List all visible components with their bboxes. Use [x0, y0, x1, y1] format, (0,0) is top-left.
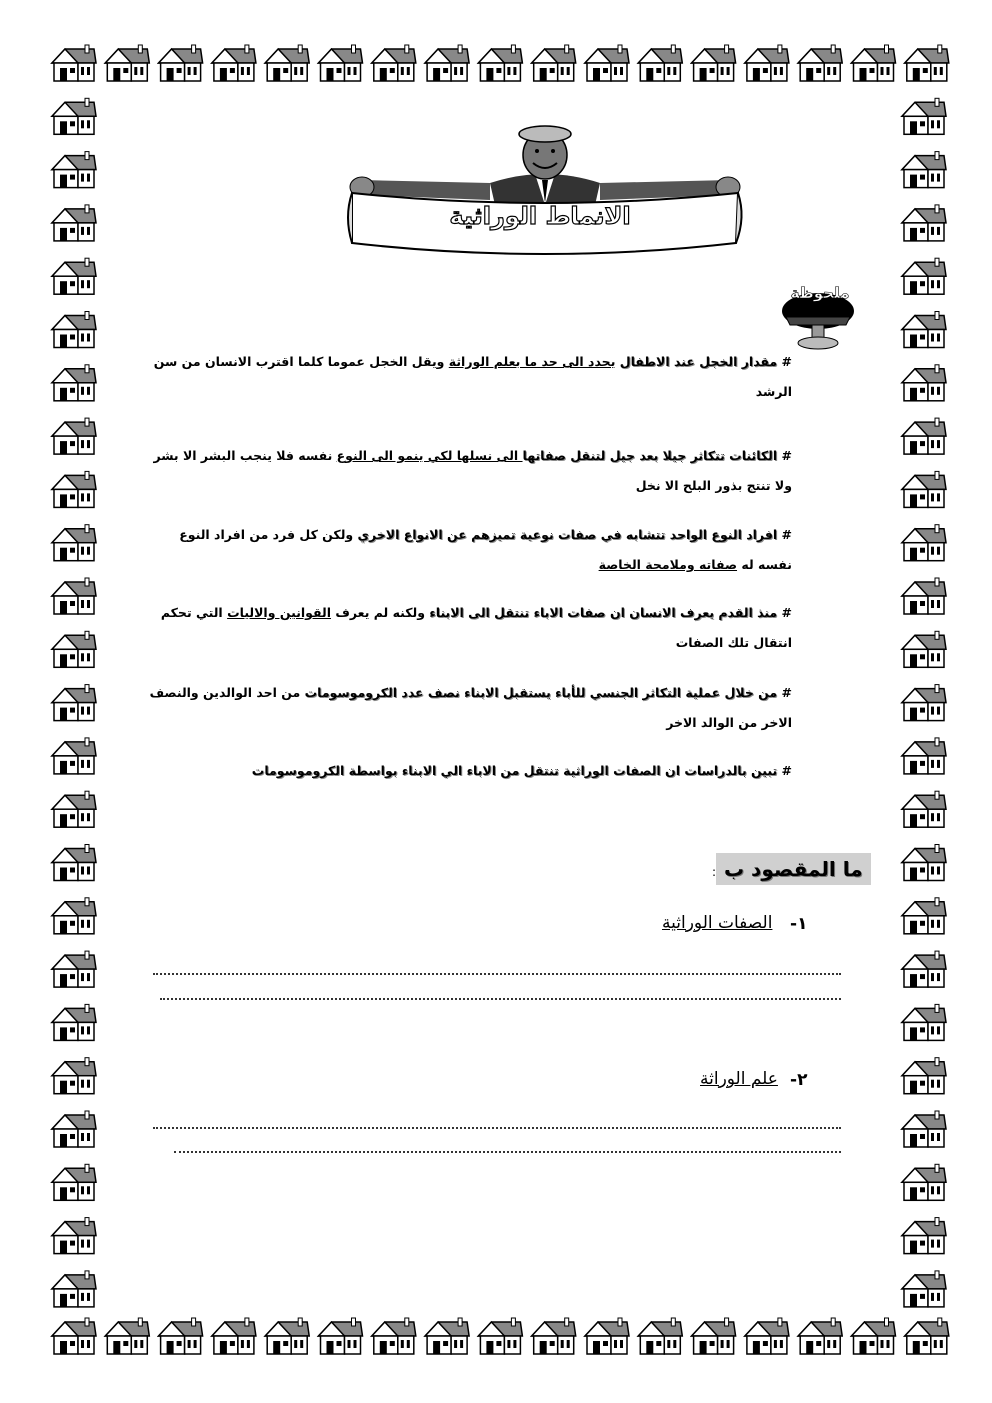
paragraph-3-fragment-4: التي تحكم انتقال تلك الصفات — [160, 605, 792, 650]
house-icon — [52, 1058, 96, 1094]
house-icon — [478, 45, 522, 81]
house-icon — [902, 738, 946, 774]
house-icon — [478, 1318, 522, 1354]
paragraph-5-fragment-0: # — [777, 763, 792, 778]
house-icon — [52, 1318, 96, 1354]
house-icon — [852, 1318, 896, 1354]
house-icon — [52, 791, 96, 827]
house-icon — [52, 365, 96, 401]
house-icon — [902, 1164, 946, 1200]
house-icon — [265, 1318, 309, 1354]
paragraph-organisms-reproduce — [142, 441, 792, 501]
house-icon — [52, 1218, 96, 1254]
house-icon — [902, 258, 946, 294]
house-icon — [212, 1318, 256, 1354]
house-icon — [319, 45, 363, 81]
house-icon — [902, 365, 946, 401]
house-icon — [902, 98, 946, 134]
house-icon — [52, 1111, 96, 1147]
house-icon — [798, 1318, 842, 1354]
paragraph-0-fragment-0: # — [777, 354, 792, 369]
man-cap — [519, 126, 571, 142]
title-banner-illustration — [340, 125, 750, 260]
house-icon — [52, 312, 96, 348]
house-icon — [902, 1271, 946, 1307]
house-icon — [902, 951, 946, 987]
question-1-number: ١- — [790, 914, 808, 934]
paragraph-4-fragment-1: من خلال عملية التكاثر الجنسي للأباء يستقبل الابناء نصف عدد الكروموسومات — [304, 685, 778, 700]
paragraph-2-fragment-0: # — [777, 527, 792, 542]
paragraph-2-fragment-1: افراد النوع الواحد تتشابه في صفات نوعية تميزهم عن الانواع الاخري — [357, 527, 778, 542]
paragraph-sexual-reproduction — [142, 678, 792, 738]
answer-line-1b[interactable] — [160, 998, 841, 1000]
answer-line-2a[interactable] — [153, 1127, 841, 1129]
house-icon — [52, 205, 96, 241]
question-2-number: ٢- — [790, 1070, 808, 1090]
question-1-label: الصفات الوراثية — [662, 913, 773, 933]
paragraph-2-fragment-2: ولكن كل فرد من افراد النوع نفسه له — [179, 527, 792, 572]
house-icon — [902, 312, 946, 348]
paragraph-1-fragment-0: # — [777, 448, 792, 463]
house-icon — [52, 98, 96, 134]
house-icon — [52, 631, 96, 667]
house-icon — [52, 1004, 96, 1040]
house-icon — [52, 45, 96, 81]
house-icon — [902, 631, 946, 667]
house-icon — [902, 152, 946, 188]
house-icon — [692, 45, 736, 81]
question-2-label: علم الوراثة — [700, 1069, 778, 1089]
paragraph-0-fragment-4: ويقل الخجل عموما كلما اقترب الانسان من سن الرشد — [153, 354, 792, 399]
house-icon — [585, 1318, 629, 1354]
house-icon — [52, 418, 96, 454]
house-icon — [902, 1058, 946, 1094]
paragraph-0-fragment-1: مقدار الخجل عند الاطفال — [619, 354, 778, 369]
note-label: ملحوظة — [790, 284, 850, 302]
house-icon — [52, 951, 96, 987]
house-icon — [52, 845, 96, 881]
house-icon — [319, 1318, 363, 1354]
house-icon — [798, 45, 842, 81]
house-icon — [532, 45, 576, 81]
house-icon — [52, 525, 96, 561]
paragraph-same-species — [142, 520, 792, 580]
paragraph-3-fragment-0: # — [777, 605, 792, 620]
answer-line-2b[interactable] — [174, 1151, 841, 1153]
house-icon — [905, 1318, 949, 1354]
house-icon — [638, 45, 682, 81]
house-icon — [902, 845, 946, 881]
house-icon — [425, 1318, 469, 1354]
house-icon — [532, 1318, 576, 1354]
house-icon — [52, 1271, 96, 1307]
house-icon — [265, 45, 309, 81]
house-icon — [372, 45, 416, 81]
house-icon — [902, 205, 946, 241]
paragraph-4-fragment-2: من احد الوالدين والنصف الاخر من الوالد الاخر — [149, 685, 792, 730]
house-icon — [692, 1318, 736, 1354]
house-icon — [902, 1004, 946, 1040]
paragraph-2-fragment-3: صفاته وملامحة الخاصة — [598, 557, 738, 572]
house-icon — [902, 471, 946, 507]
house-icon — [105, 1318, 149, 1354]
house-icon — [372, 1318, 416, 1354]
house-icon — [52, 152, 96, 188]
section-colon: : — [712, 865, 717, 879]
house-icon — [52, 578, 96, 614]
paragraph-1-fragment-3: نفسه فلا ينجب البشر الا بشر ولا تنتج بذور البلح الا نخل — [153, 448, 792, 493]
house-icon — [159, 1318, 203, 1354]
house-icon — [585, 45, 629, 81]
paragraph-1-fragment-2: الى نسلها لكي ينمو الى النوع — [336, 448, 523, 463]
paragraph-since-ancient-times — [142, 598, 792, 658]
paragraph-5-fragment-1: تبين بالدراسات ان الصفات الوراثية تنتقل من الاباء الي الابناء بواسطة الكروموسومات — [251, 763, 778, 778]
house-icon — [105, 45, 149, 81]
house-icon — [902, 791, 946, 827]
paragraph-shyness — [142, 347, 792, 407]
paragraph-4-fragment-0: # — [777, 685, 792, 700]
house-icon — [905, 45, 949, 81]
paragraph-0-fragment-3: يحدد الى حد ما بعلم الوراثة — [448, 354, 616, 369]
house-icon — [52, 471, 96, 507]
house-icon — [52, 738, 96, 774]
paragraph-1-fragment-1: الكائنات تتكاثر جيلا بعد جيل لتنقل صفاتها — [522, 448, 778, 463]
house-icon — [638, 1318, 682, 1354]
paragraph-chromosomes — [142, 756, 792, 786]
section-heading: ما المقصود ب — [716, 853, 871, 885]
house-icon — [52, 898, 96, 934]
house-icon — [902, 898, 946, 934]
house-icon — [902, 685, 946, 721]
house-icon — [159, 45, 203, 81]
house-icon — [745, 1318, 789, 1354]
house-icon — [52, 685, 96, 721]
house-icon — [425, 45, 469, 81]
house-icon — [902, 1111, 946, 1147]
house-icon — [902, 525, 946, 561]
house-icon — [745, 45, 789, 81]
house-icon — [52, 258, 96, 294]
house-icon — [902, 578, 946, 614]
paragraph-3-fragment-3: القوانين والاليات — [227, 605, 331, 620]
house-icon — [902, 418, 946, 454]
paragraph-3-fragment-2: ولكنه لم يعرف — [330, 605, 430, 620]
paragraph-3-fragment-1: منذ القدم يعرف الانسان ان صفات الاباء تنتقل الى الابناء — [429, 605, 778, 620]
house-icon — [52, 1164, 96, 1200]
house-icon — [212, 45, 256, 81]
house-icon — [902, 1218, 946, 1254]
page-title: الانماط الوراثية — [449, 202, 631, 230]
answer-line-1a[interactable] — [153, 973, 841, 975]
house-icon — [852, 45, 896, 81]
